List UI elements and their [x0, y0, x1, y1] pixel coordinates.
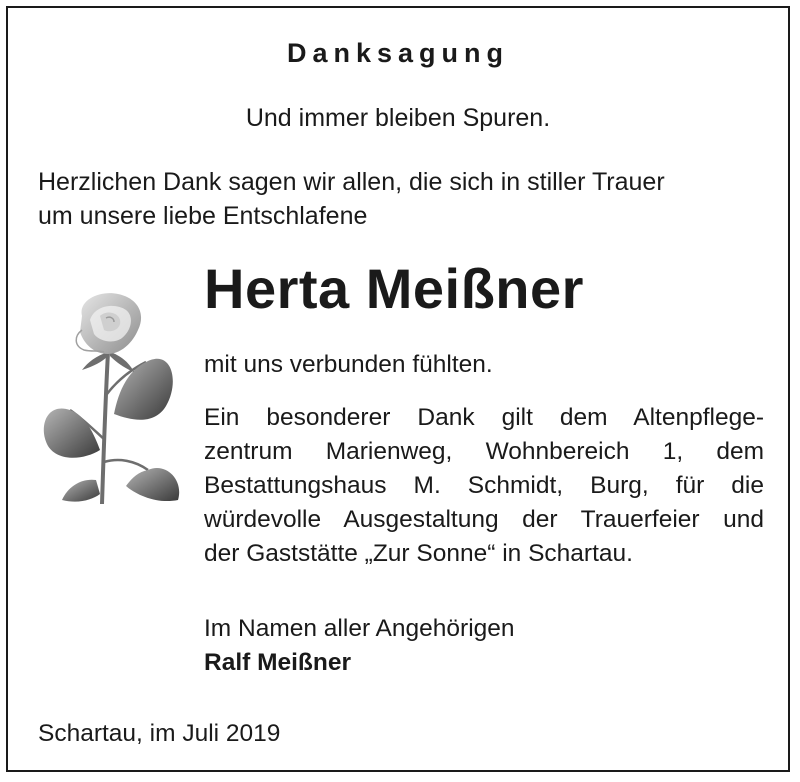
- notice-heading: Danksagung: [286, 38, 510, 68]
- intro-line-2: um unsere liebe Entschlafene: [38, 202, 368, 230]
- thanks-line: würdevolle Ausgestaltung der Trauerfeier und: [204, 506, 764, 533]
- rose-icon: [34, 290, 184, 506]
- connected-text: mit uns verbunden fühlten.: [204, 351, 493, 378]
- motto: Und immer bleiben Spuren.: [245, 104, 551, 132]
- family-label: Im Namen aller Angehörigen: [204, 615, 515, 642]
- thanks-line: der Gaststätte „Zur Sonne“ in Schartau.: [204, 540, 633, 567]
- thanks-line: Bestattungshaus M. Schmidt, Burg, für die: [204, 472, 764, 499]
- place-date: Schartau, im Juli 2019: [38, 720, 281, 747]
- special-thanks: [204, 401, 764, 571]
- thanks-line: Ein besonderer Dank gilt dem Altenpflege-: [204, 404, 764, 431]
- signature: Ralf Meißner: [204, 649, 352, 676]
- obituary-notice: [6, 6, 790, 772]
- deceased-name: Herta Meißner: [204, 257, 584, 320]
- thanks-line: zentrum Marienweg, Wohnbereich 1, dem: [204, 438, 764, 465]
- intro-line-1: Herzlichen Dank sagen wir allen, die sich in stiller Trauer: [38, 168, 665, 196]
